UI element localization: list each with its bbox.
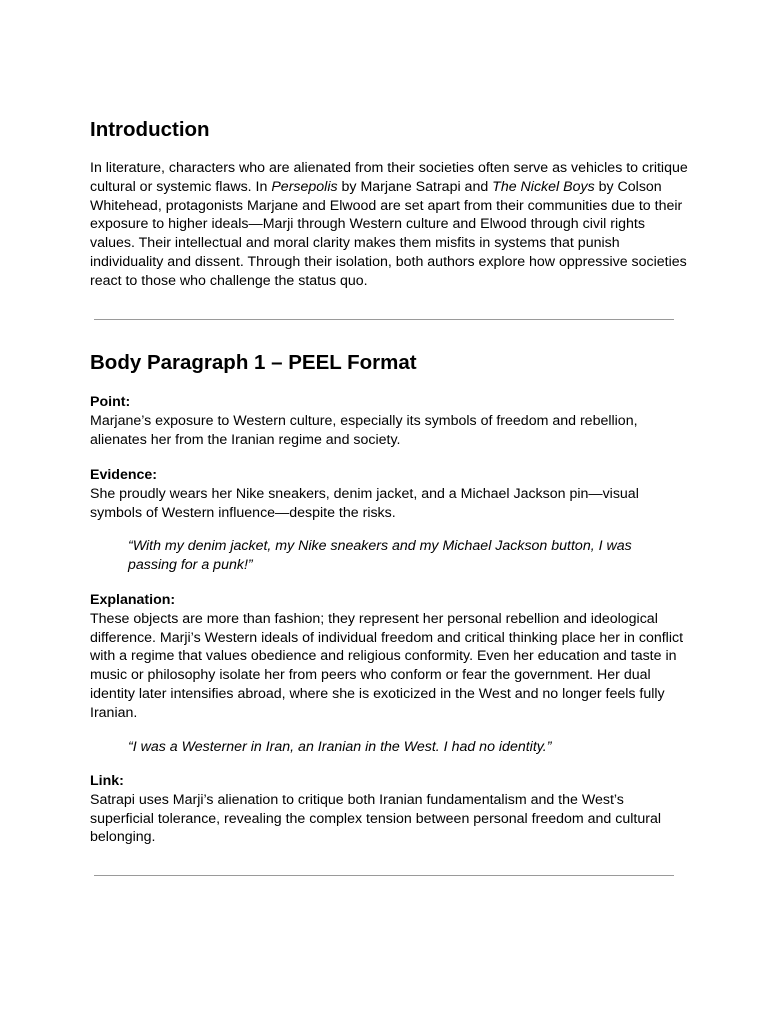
explanation-section <box>90 591 690 723</box>
horizontal-divider-bottom <box>94 875 674 876</box>
introduction-heading: Introduction <box>90 118 210 141</box>
intro-text-part1: In literature, characters who are alienated from their societies often serve as vehicles to critique cultural or systemic flaws. In <box>90 160 688 195</box>
evidence-label: Evidence: <box>90 467 158 483</box>
introduction-paragraph <box>90 159 690 291</box>
intro-text-part2: by Marjane Satrapi and <box>337 178 493 195</box>
intro-title-nickel-boys: The Nickel Boys <box>492 178 595 195</box>
intro-text-part3: by Colson Whitehead, protagonists Marjane and Elwood are set apart from their communities due to their exposure to higher ideals—Marji through Western culture and Elwood through civil rights values. Their intellectual and moral clarity makes them misfits in systems that punish individuality and dissent. Through their isolation, both authors explore how oppressive societies react to those who challenge the status quo. <box>90 178 687 289</box>
point-text: Marjane’s exposure to Western culture, especially its symbols of freedom and rebellion, alienates her from the Iranian regime and society. <box>90 412 638 448</box>
link-label: Link: <box>90 773 124 789</box>
point-label: Point: <box>90 394 131 410</box>
link-text: Satrapi uses Marji’s alienation to critique both Iranian fundamentalism and the West’s superficial tolerance, revealing the complex tension between personal freedom and cultural belonging. <box>90 791 661 846</box>
block-quote-1: “With my denim jacket, my Nike sneakers and my Michael Jackson button, I was passing for a punk!” <box>128 538 632 573</box>
evidence-text: She proudly wears her Nike sneakers, denim jacket, and a Michael Jackson pin—visual symbols of Western influence—despite the risks. <box>90 485 639 521</box>
link-section <box>90 772 690 847</box>
horizontal-divider <box>94 319 674 320</box>
explanation-text: These objects are more than fashion; they represent her personal rebellion and ideological difference. Marji’s Western ideals of individual freedom and critical thinking place her in conflict with a regime that values obedience and religious conformity. Even her education and taste in music or philosophy isolate her from peers who conform or fear the government. Her dual identity later intensifies abroad, where she is exoticized in the West and no longer feels fully Iranian. <box>90 610 684 721</box>
evidence-section <box>90 466 690 522</box>
body-paragraph-heading: Body Paragraph 1 – PEEL Format <box>90 351 417 374</box>
intro-title-persepolis: Persepolis <box>271 178 338 195</box>
block-quote-2: “I was a Westerner in Iran, an Iranian in the West. I had no identity.” <box>128 739 552 755</box>
point-section <box>90 393 690 449</box>
explanation-label: Explanation: <box>90 592 176 608</box>
